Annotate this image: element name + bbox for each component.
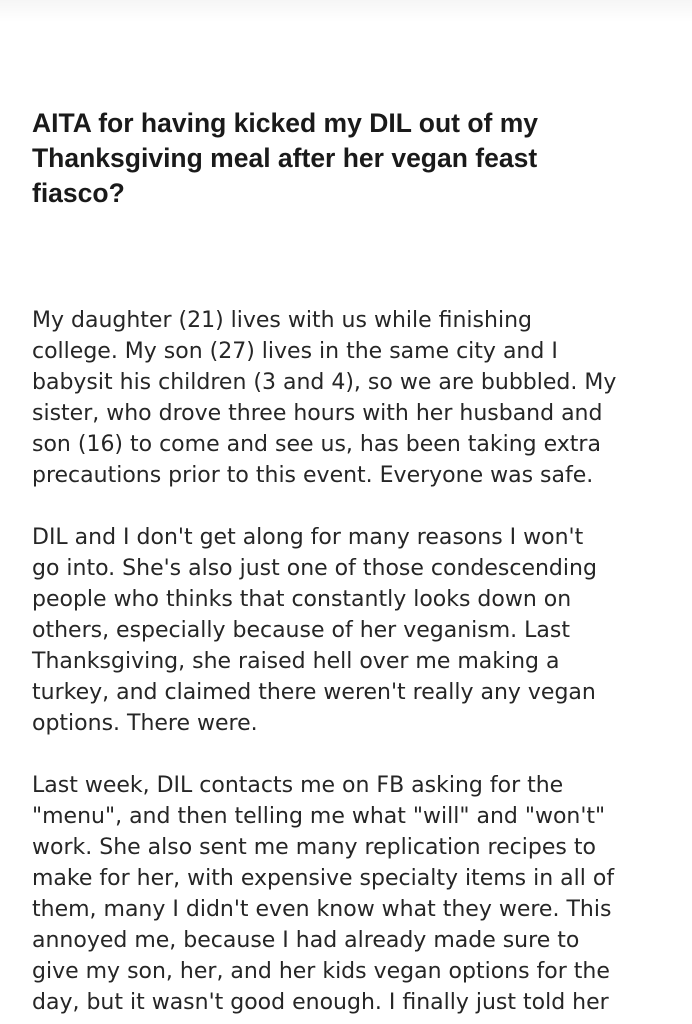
- body-line: people who thinks that constantly looks down on: [32, 587, 572, 612]
- paragraph-3: [32, 770, 672, 1018]
- body-line: My daughter (21) lives with us while finishing: [32, 308, 532, 333]
- body-line: work. She also sent me many replication recipes to: [32, 835, 596, 860]
- body-line: turkey, and claimed there weren't really any vegan: [32, 680, 596, 705]
- paragraph-2: [32, 522, 672, 739]
- body-line: Thanksgiving, she raised hell over me making a: [32, 649, 560, 674]
- title-line: fiasco?: [32, 178, 125, 208]
- body-line: Last week, DIL contacts me on FB asking for the: [32, 773, 564, 798]
- body-line: precautions prior to this event. Everyone was safe.: [32, 463, 594, 488]
- body-line: day, but it wasn't good enough. I finally just told her: [32, 990, 609, 1015]
- post-title: [32, 106, 662, 211]
- body-line: give my son, her, and her kids vegan options for the: [32, 959, 610, 984]
- body-line: others, especially because of her veganism. Last: [32, 618, 570, 643]
- body-line: go into. She's also just one of those condescending: [32, 556, 597, 581]
- body-line: sister, who drove three hours with her husband and: [32, 401, 603, 426]
- body-line: son (16) to come and see us, has been taking extra: [32, 432, 601, 457]
- body-line: DIL and I don't get along for many reasons I won't: [32, 525, 584, 550]
- title-line: AITA for having kicked my DIL out of my: [32, 108, 539, 138]
- body-line: them, many I didn't even know what they were. This: [32, 897, 612, 922]
- post-body: [32, 305, 672, 1024]
- body-line: college. My son (27) lives in the same city and I: [32, 339, 558, 364]
- paragraph-1: [32, 305, 672, 491]
- body-line: "menu", and then telling me what "will" and "won't": [32, 804, 606, 829]
- body-line: babysit his children (3 and 4), so we are bubbled. My: [32, 370, 617, 395]
- body-line: annoyed me, because I had already made sure to: [32, 928, 580, 953]
- body-line: options. There were.: [32, 711, 258, 736]
- top-strip: [0, 0, 692, 22]
- body-line: make for her, with expensive specialty items in all of: [32, 866, 615, 891]
- title-line: Thanksgiving meal after her vegan feast: [32, 143, 538, 173]
